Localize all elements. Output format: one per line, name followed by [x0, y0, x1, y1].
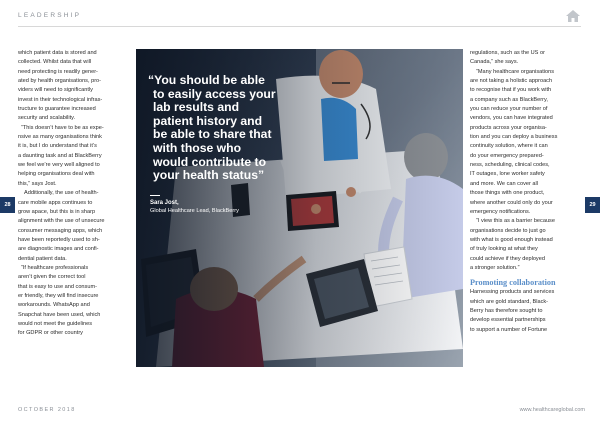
text-line: continuity solution, where it can	[470, 143, 548, 150]
text-line: would not meet the guidelines	[18, 320, 93, 327]
text-line: to support a number of Fortune	[470, 326, 548, 333]
text-line: regulations, such as the US or	[470, 50, 545, 56]
pull-quote-line: would contribute to	[153, 154, 267, 169]
text-line: workarounds. WhatsApp and	[18, 302, 90, 309]
text-line: consumer messaging apps, which	[18, 227, 103, 234]
pull-quote-line: with those who	[153, 140, 242, 155]
website-link[interactable]: www.healthcareglobal.com	[519, 407, 585, 413]
quote-attribution-name: Sara Jost,	[150, 200, 179, 206]
text-line: those things with one product,	[470, 190, 545, 197]
pull-quote-line: be able to share that	[153, 127, 272, 142]
text-line: tion and you can deploy a business	[470, 134, 558, 141]
text-line: viders will need to significantly	[18, 87, 93, 94]
text-line: IT outages, lone worker safety	[470, 171, 545, 178]
pull-quote-line: patient history and	[153, 113, 263, 128]
left-article-column	[18, 49, 130, 339]
text-line: Additionally, the use of health-	[24, 190, 99, 197]
text-line: Snapchat have been used, which	[18, 311, 101, 318]
section-label: LEADERSHIP	[18, 12, 82, 19]
text-line: “This doesn’t have to be as expe-	[21, 124, 104, 131]
text-line: Berry has therefore sought to	[470, 307, 543, 314]
text-line: er friendly, they will find insecure	[18, 292, 99, 299]
text-line: develop essential partnerships	[470, 317, 546, 324]
header-divider	[18, 26, 581, 27]
text-line: which patient data is stored and	[18, 50, 97, 56]
text-line: “I view this as a barrier because	[476, 218, 555, 225]
text-line: a daunting task and at BlackBerry	[18, 152, 102, 159]
quote-attribution-title: Global Healthcare Lead, BlackBerry	[150, 208, 239, 214]
text-line: it is, but I do understand that it’s	[18, 143, 97, 150]
text-line: with what is good enough instead	[470, 236, 553, 243]
text-line: products across your organisa-	[470, 124, 547, 131]
text-line: alignment with the use of unsecure	[18, 218, 105, 225]
text-line: organisations decide to just go	[470, 227, 546, 234]
issue-date: OCTOBER 2018	[18, 407, 76, 413]
text-line: Canada,” she says.	[470, 59, 519, 66]
pull-quote-line: to easily access your	[153, 86, 276, 101]
page-number-right: 29	[585, 197, 600, 213]
text-line: could achieve if they deployed	[470, 255, 545, 262]
pull-quote-line: your health status”	[153, 168, 265, 183]
text-line: of truly looking at what they	[470, 246, 538, 253]
text-line: you can reduce your number of	[470, 106, 548, 113]
text-line: invest in their technological infras-	[18, 96, 103, 103]
text-line: have been reportedly used to sh-	[18, 236, 100, 243]
text-line: ated by health organisations, pro-	[18, 78, 102, 85]
text-line: where another could only do your	[470, 199, 553, 206]
text-line: Harnessing products and services	[470, 289, 555, 296]
text-line: this,” says Jost.	[18, 180, 57, 187]
text-line: emergency notifications.	[470, 208, 531, 215]
text-line: helping organisations deal with	[18, 171, 95, 178]
pull-quote	[148, 74, 288, 183]
text-line: vendors, you can have integrated	[470, 115, 553, 122]
text-line: security and scalability.	[18, 115, 76, 122]
right-article-column	[470, 49, 585, 335]
text-line: ness, scheduling, clinical codes,	[470, 162, 550, 169]
text-line: and more. We can cover all	[470, 180, 538, 187]
text-line: aren’t given the correct tool	[18, 274, 86, 281]
text-line: grow apace, but this is in sharp	[18, 208, 96, 215]
pull-quote-line: “You should be able	[148, 73, 265, 87]
text-line: to recognise that if you work with	[470, 87, 552, 94]
text-line: do your emergency prepared-	[470, 152, 544, 159]
text-line: nsive as many organisations think	[18, 134, 102, 141]
text-line: for GDPR or other country	[18, 330, 83, 337]
text-line: are not taking a holistic approach	[470, 78, 553, 85]
text-line: which are gold standard, Black-	[470, 298, 549, 305]
text-line: “Many healthcare organisations	[476, 68, 555, 75]
page-number-left: 28	[0, 197, 15, 213]
quote-divider	[150, 195, 160, 196]
text-line: that is easy to use and consum-	[18, 283, 97, 290]
text-line: we feel we’re very well aligned to	[18, 162, 100, 169]
pull-quote-line: lab results and	[153, 100, 240, 115]
text-line: care mobile apps continues to	[18, 199, 93, 206]
text-line: a company such as BlackBerry,	[470, 96, 548, 103]
text-line: tructure to guarantee increased	[18, 106, 96, 113]
text-line: “If healthcare professionals	[21, 264, 89, 271]
text-line: are diagnostic images and confi-	[18, 246, 99, 253]
section-subheading: Promoting collaboration	[470, 278, 556, 288]
text-line: dential patient data.	[18, 255, 67, 262]
home-icon[interactable]	[565, 9, 581, 23]
text-line: need protecting is readily gener-	[18, 68, 98, 75]
text-line: collected. Whilst data that will	[18, 59, 92, 66]
text-line: a stronger solution.”	[470, 264, 520, 271]
